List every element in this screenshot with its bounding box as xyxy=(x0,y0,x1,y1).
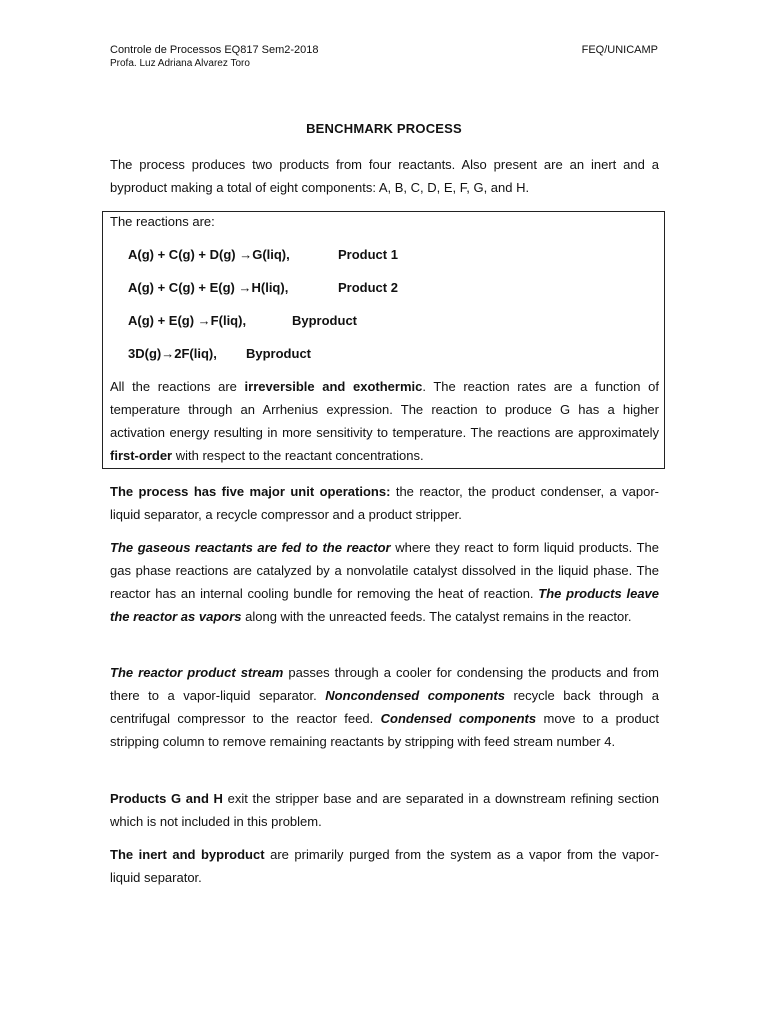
text-run: move to a product stripping column to remove remaining reactants by stripping with feed stream number 4. xyxy=(110,711,659,749)
reactor-paragraph xyxy=(110,536,659,628)
document-title: BENCHMARK PROCESS xyxy=(306,121,462,136)
text-run: with respect to the reactant concentrations. xyxy=(172,448,424,463)
reactions-description xyxy=(110,375,659,467)
reaction-label: Byproduct xyxy=(246,346,311,361)
reaction-equation: A(g) + C(g) + D(g) →G(liq), xyxy=(128,247,290,262)
text-run: Condensed components xyxy=(380,711,537,726)
text-run: The gaseous reactants are fed to the reactor xyxy=(110,540,391,555)
purge-block xyxy=(110,843,659,889)
unit-operations-paragraph xyxy=(110,480,659,526)
text-run: The inert and byproduct xyxy=(110,847,265,862)
reaction-label: Product 2 xyxy=(338,280,398,295)
product-stream-block xyxy=(110,661,659,753)
reaction-label: Byproduct xyxy=(292,313,357,328)
text-run: . The reaction rates are a function of temperature through an Arrhenius expression. The reaction to produce G has a higher activation energy resulting in more sensitivity to temperature. The reactions are approximately xyxy=(110,379,659,440)
reaction-equation: A(g) + C(g) + E(g) →H(liq), xyxy=(128,280,289,295)
text-run: irreversible and exothermic xyxy=(244,379,423,394)
text-run: All the reactions are xyxy=(110,379,245,394)
reactor-block xyxy=(110,536,659,628)
reaction-equation: 3D(g)→2F(liq), xyxy=(128,346,217,361)
course-title: Controle de Processos EQ817 Sem2-2018 xyxy=(110,44,319,56)
text-run: along with the unreacted feeds. The catalyst remains in the reactor. xyxy=(241,609,632,624)
institution-name: FEQ/UNICAMP xyxy=(581,44,658,56)
product-stream-paragraph xyxy=(110,661,659,753)
reactions-heading: The reactions are: xyxy=(110,214,215,229)
text-run: The process has five major unit operations: xyxy=(110,484,391,499)
intro-paragraph: The process produces two products from four reactants. Also present are an inert and a byproduct making a total of eight components: A, B, C, D, E, F, G, and H. xyxy=(110,157,659,195)
text-run: Noncondensed components xyxy=(325,688,505,703)
reaction-label: Product 1 xyxy=(338,247,398,262)
text-run: Products G and H xyxy=(110,791,223,806)
unit-operations-block xyxy=(110,480,659,526)
text-run: recycle back through a centrifugal compressor to the reactor feed. xyxy=(110,688,660,726)
professor-name: Profa. Luz Adriana Alvarez Toro xyxy=(110,58,250,69)
purge-paragraph xyxy=(110,843,659,889)
text-run: first-order xyxy=(110,448,173,463)
intro-paragraph-block xyxy=(110,153,659,199)
reaction-equation: A(g) + E(g) →F(liq), xyxy=(128,313,247,328)
text-run: The products leave the reactor as vapors xyxy=(110,586,660,624)
text-run: exit the stripper base and are separated in a downstream refining section which is not included in this problem. xyxy=(110,791,659,829)
products-block xyxy=(110,787,659,833)
products-paragraph xyxy=(110,787,659,833)
text-run: where they react to form liquid products. The gas phase reactions are catalyzed by a nonvolatile catalyst dissolved in the liquid phase. The reactor has an internal cooling bundle for removing the heat of reaction. xyxy=(110,540,660,601)
text-run: The reactor product stream xyxy=(110,665,284,680)
page-header-left xyxy=(110,43,319,71)
text-run: the reactor, the product condenser, a vapor-liquid separator, a recycle compressor and a product stripper. xyxy=(110,484,660,522)
reactions-description-block xyxy=(110,375,659,467)
text-run: passes through a cooler for condensing the products and from there to a vapor-liquid separator. xyxy=(110,665,659,703)
text-run: are primarily purged from the system as a vapor from the vapor-liquid separator. xyxy=(110,847,659,885)
